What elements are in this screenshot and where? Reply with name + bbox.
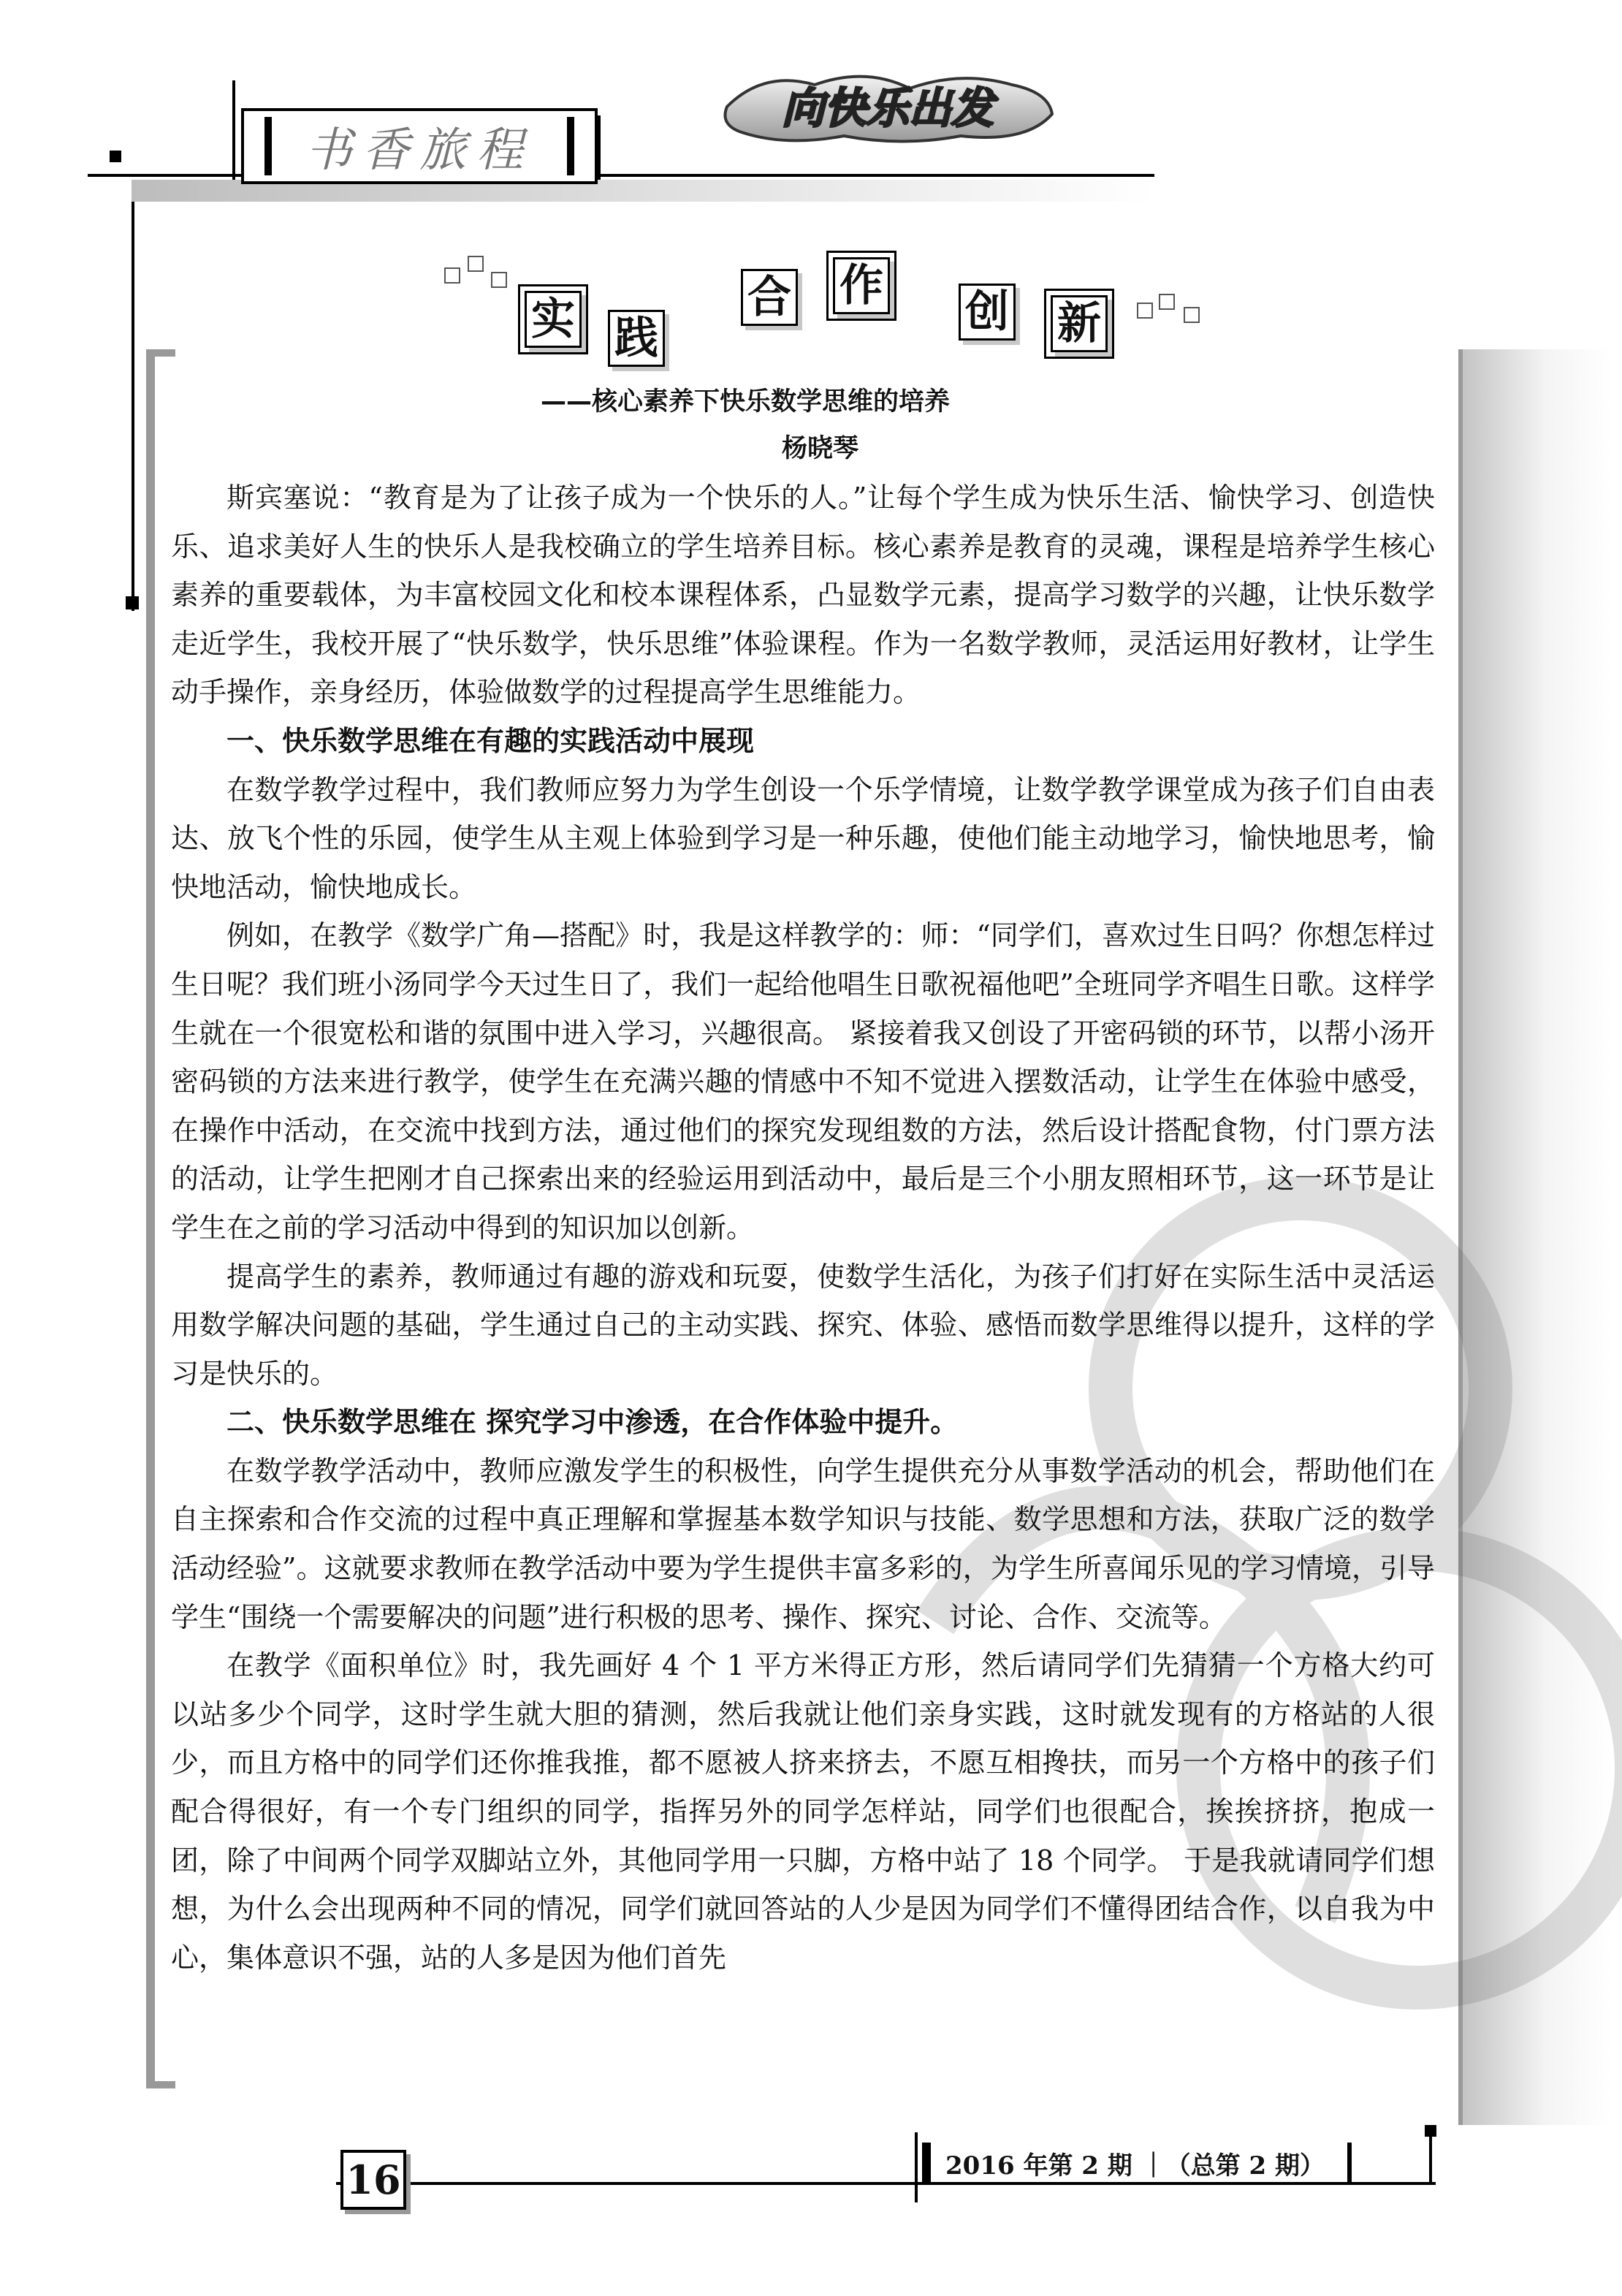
- section-banner-label: 书香旅程: [264, 117, 574, 175]
- logo-icon: [720, 63, 1056, 151]
- paragraph: 斯宾塞说：“教育是为了让孩子成为一个快乐的人。”让每个学生成为快乐生活、愉快学习、创造快乐、追求美好人生的快乐人是我校确立的学生培养目标。核心素养是教育的灵魂，课程是培养学生核心素养的重要载体，为丰富校园文化和校本课程体系，凸显数学元素，提高学习数学的兴趣，让快乐数学走近学生，我校开展了“快乐数学，快乐思维”体验课程。作为一名数学教师，灵活运用好教材，让学生动手操作，亲身经历，体验做数学的过程提高学生思维能力。: [171, 482, 1435, 709]
- deco-square: [468, 256, 484, 272]
- margin-rule-left: [132, 180, 134, 611]
- title-char: 新: [1057, 298, 1101, 349]
- title-char: 创: [965, 286, 1009, 338]
- subtitle: ——核心素养下快乐数学思维的培养: [541, 387, 951, 417]
- section-banner: [241, 108, 598, 184]
- paragraph: 在教学《面积单位》时，我先画好 4 个 1 平方米得正方形，然后请同学们先猜猜一个方格大约可以站多少个同学，这时学生就大胆的猜测，然后我就让他们亲身实践，这时就发现有的方格站的人很少，而且方格中的同学们还你推我推，都不愿被人挤来挤去，不愿互相搀扶，而另一个方格中的孩子们配合得很好，有一个专门组织的同学，指挥另外的同学怎样站，同学们也很配合，挨挨挤挤，抱成一团，除了中间两个同学双脚站立外，其他同学用一只脚，方格中站了 18 个同学。 于是我就请同学们想想，为什么会出现两种不同的情况，同学们就回答站的人少是因为同学们不懂得团结合作，以自我为中心，集体意识不强，站的人多是因为他们首先: [171, 1649, 1435, 1974]
- header-rule-vertical-right: [598, 115, 601, 183]
- title-char-box: [525, 291, 582, 348]
- title-char-box: [608, 310, 665, 367]
- corner-square-left: [126, 596, 139, 609]
- deco-square: [444, 267, 460, 284]
- title-char: 合: [747, 272, 791, 323]
- article-body: [171, 474, 1435, 1982]
- paragraph: 提高学生的素养，教师通过有趣的游戏和玩耍，使数学生活化，为孩子们打好在实际生活中灵活运用数学解决问题的基础，学生通过自己的主动实践、探究、体验、感悟而数学思维得以提升，这样的学习是快乐的。: [171, 1260, 1435, 1390]
- title-char: 作: [839, 260, 883, 311]
- title-char-box: [959, 284, 1016, 341]
- deco-square: [491, 272, 507, 288]
- title-char-box: [1051, 295, 1108, 352]
- author: 杨晓琴: [782, 434, 859, 463]
- section-heading: 一、快乐数学思维在有趣的实践活动中展现: [226, 724, 755, 757]
- title-char-box: [833, 257, 890, 314]
- logo-text: 向快乐出发: [781, 83, 994, 133]
- deco-square: [1159, 294, 1175, 310]
- paragraph: 例如，在教学《数学广角—搭配》时，我是这样教学的：师：“同学们，喜欢过生日吗？你想怎样过生日呢？我们班小汤同学今天过生日了，我们一起给他唱生日歌祝福他吧”全班同学齐唱生日歌。这样学生就在一个很宽松和谐的氛围中进入学习，兴趣很高。 紧接着我又创设了开密码锁的环节，以帮小汤开密码锁的方法来进行教学，使学生在充满兴趣的情感中不知不觉进入摆数活动，让学生在体验中感受，在操作中活动，在交流中找到方法，通过他们的探究发现组数的方法，然后设计搭配食物，付门票方法的活动，让学生把刚才自己探索出来的经验运用到活动中，最后是三个小朋友照相环节，这一环节是让学生在之前的学习活动中得到的知识加以创新。: [171, 919, 1435, 1244]
- paragraph: 在数学教学活动中，教师应激发学生的积极性，向学生提供充分从事数学活动的机会，帮助他们在自主探索和合作交流的过程中真正理解和掌握基本数学知识与技能、数学思想和方法，获取广泛的数学活动经验”。这就要求教师在教学活动中要为学生提供丰富多彩的，为学生所喜闻乐见的学习情境，引导学生“围绕一个需要解决的问题”进行积极的思考、操作、探究、讨论、合作、交流等。: [171, 1454, 1435, 1633]
- page-number: 16: [340, 2150, 406, 2210]
- title-char: 践: [614, 313, 658, 364]
- issue-label: 2016 年第 2 期 ｜（总第 2 期）: [922, 2143, 1352, 2183]
- paragraph: 在数学教学过程中，我们教师应努力为学生创设一个乐学情境，让数学教学课堂成为孩子们自由表达、放飞个性的乐园，使学生从主观上体验到学习是一种乐趣，使他们能主动地学习，愉快地思考，愉快地活动，愉快地成长。: [171, 773, 1435, 903]
- deco-square: [1184, 307, 1200, 323]
- corner-square-top-left: [110, 151, 121, 162]
- deco-square: [1137, 303, 1153, 319]
- title-char: 实: [531, 294, 575, 345]
- title-char-box: [741, 269, 798, 326]
- header-rule-vertical-left: [232, 80, 235, 190]
- margin-rule-right: [1429, 2125, 1432, 2183]
- footer-rule-vertical: [915, 2132, 918, 2202]
- section-heading: 二、快乐数学思维在 探究学习中渗透，在合作体验中提升。: [226, 1406, 959, 1439]
